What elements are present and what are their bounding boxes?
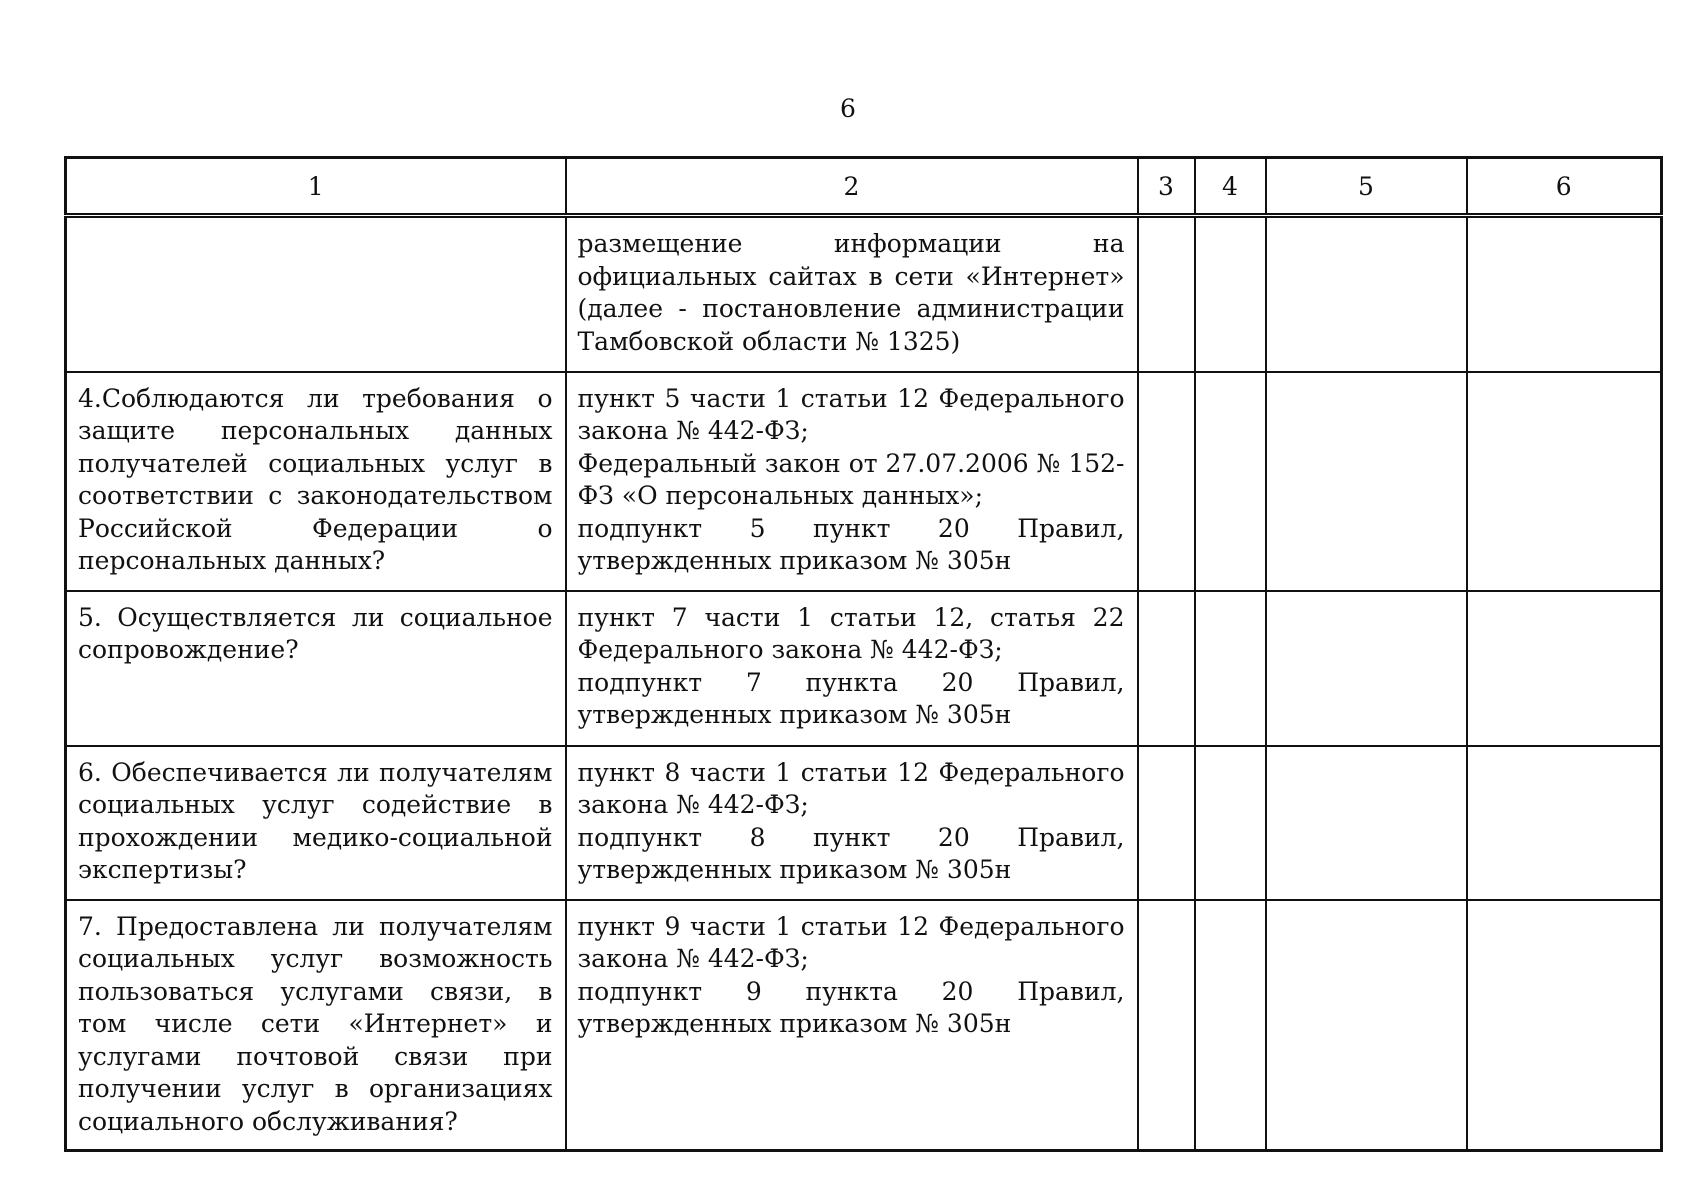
question-cell: [66, 746, 566, 900]
basis-cell: [566, 216, 1138, 372]
answer-cell-4: [1195, 591, 1266, 746]
answer-cell-6: [1467, 591, 1662, 746]
header-col-4: 4: [1195, 158, 1266, 216]
header-col-3: 3: [1138, 158, 1195, 216]
answer-cell-4: [1195, 746, 1266, 900]
basis-cell: [566, 372, 1138, 591]
page-number: 6: [840, 94, 856, 123]
question-text: 4.Соблюдаются ли требования о защите персональных данных получателей социальных услуг в соответствии с законодательством Российской Федерации о персональных данных?: [78, 383, 553, 576]
header-row: [66, 158, 1662, 216]
table-row: [66, 900, 1662, 1151]
table-row: [66, 216, 1662, 372]
answer-cell-3: [1138, 216, 1195, 372]
basis-text: пункт 5 части 1 статьи 12 Федерального закона № 442-ФЗ; Федеральный закон от 27.07.2006 № 152-ФЗ «О персональных данных»; подпункт 5 пункт 20 Правил, утвержденных приказом № 305н: [577, 383, 1125, 576]
question-cell: [66, 900, 566, 1151]
checklist-table: [64, 156, 1663, 1152]
table-row: [66, 746, 1662, 900]
answer-cell-3: [1138, 900, 1195, 1151]
answer-cell-3: [1138, 591, 1195, 746]
answer-cell-6: [1467, 372, 1662, 591]
basis-text: пункт 9 части 1 статьи 12 Федерального закона № 442-ФЗ; подпункт 9 пункта 20 Правил, утвержденных приказом № 305н: [577, 911, 1125, 1039]
header-col-2: 2: [566, 158, 1138, 216]
question-cell: [66, 591, 566, 746]
table-row: [66, 372, 1662, 591]
header-col-6: 6: [1467, 158, 1662, 216]
answer-cell-4: [1195, 216, 1266, 372]
header-col-5: 5: [1266, 158, 1467, 216]
question-text: 5. Осуществляется ли социальное сопровождение?: [78, 602, 553, 665]
basis-text: пункт 7 части 1 статьи 12, статья 22 Федерального закона № 442-ФЗ; подпункт 7 пункта 20 Правил, утвержденных приказом № 305н: [577, 602, 1125, 730]
answer-cell-5: [1266, 746, 1467, 900]
question-text: 7. Предоставлена ли получателям социальных услуг возможность пользоваться услугами связи, в том числе сети «Интернет» и услугами почтовой связи при получении услуг в организациях социального обслуживания?: [78, 911, 553, 1137]
question-cell: [66, 372, 566, 591]
answer-cell-3: [1138, 746, 1195, 900]
table-row: [66, 591, 1662, 746]
answer-cell-6: [1467, 216, 1662, 372]
header-col-1: 1: [66, 158, 566, 216]
answer-cell-6: [1467, 900, 1662, 1151]
answer-cell-4: [1195, 900, 1266, 1151]
question-text: [67, 218, 565, 238]
answer-cell-5: [1266, 900, 1467, 1151]
answer-cell-5: [1266, 591, 1467, 746]
answer-cell-4: [1195, 372, 1266, 591]
answer-cell-5: [1266, 216, 1467, 372]
answer-cell-6: [1467, 746, 1662, 900]
basis-text: пункт 8 части 1 статьи 12 Федерального закона № 442-ФЗ; подпункт 8 пункт 20 Правил, утвержденных приказом № 305н: [577, 757, 1125, 885]
question-cell: [66, 216, 566, 372]
basis-text: размещение информации на официальных сайтах в сети «Интернет» (далее - постановление администрации Тамбовской области № 1325): [577, 229, 1125, 356]
answer-cell-3: [1138, 372, 1195, 591]
question-text: 6. Обеспечивается ли получателям социальных услуг содействие в прохождении медико-социальной экспертизы?: [78, 757, 553, 885]
answer-cell-5: [1266, 372, 1467, 591]
basis-cell: [566, 591, 1138, 746]
basis-cell: [566, 900, 1138, 1151]
basis-cell: [566, 746, 1138, 900]
